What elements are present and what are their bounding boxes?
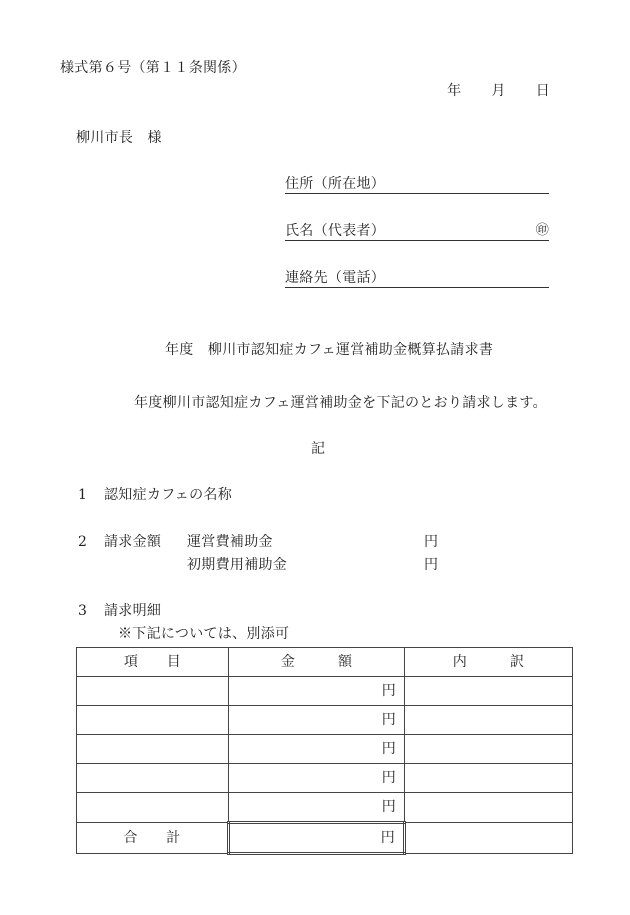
name-field: [285, 223, 549, 241]
operating-subsidy-label: 運営費補助金: [187, 534, 273, 550]
amount-cell: 円: [229, 793, 405, 823]
total-breakdown-cell: [405, 823, 573, 854]
item-cell: [77, 793, 229, 823]
amount-cell: 円: [229, 677, 405, 706]
section-2: [0, 534, 630, 550]
amount-cell: 円: [229, 706, 405, 735]
section-2-line-2: [0, 557, 630, 573]
header-item: 項 目: [77, 648, 229, 677]
total-label: 合 計: [77, 823, 229, 854]
seal-mark: ㊞: [535, 223, 549, 238]
section-1-number: 1: [78, 487, 88, 503]
table-row: [77, 735, 573, 764]
amount-cell: 円: [229, 764, 405, 793]
initial-cost-subsidy-label: 初期費用補助金: [187, 557, 288, 573]
section-1: [0, 487, 630, 503]
breakdown-cell: [405, 793, 573, 823]
date-year: 年: [447, 83, 462, 99]
date-month: 月: [491, 83, 506, 99]
breakdown-cell: [405, 764, 573, 793]
detail-table: [76, 647, 573, 855]
operating-subsidy-unit: 円: [424, 534, 439, 550]
item-cell: [77, 764, 229, 793]
addressee: 柳川市長 様: [76, 130, 162, 146]
breakdown-cell: [405, 735, 573, 764]
initial-cost-subsidy-unit: 円: [424, 557, 439, 573]
section-3-number: 3: [78, 603, 88, 619]
contact-field: [285, 270, 549, 288]
total-amount-cell: 円: [229, 823, 405, 854]
header-amount: 金 額: [229, 648, 405, 677]
form-number: 様式第６号（第１１条関係）: [60, 60, 246, 76]
item-cell: [77, 706, 229, 735]
date-line: [447, 83, 550, 99]
breakdown-cell: [405, 677, 573, 706]
header-breakdown: 内 訳: [405, 648, 573, 677]
address-field: [285, 176, 549, 194]
date-day: 日: [535, 83, 550, 99]
section-2-number: 2: [78, 534, 88, 550]
request-statement: 年度柳川市認知症カフェ運営補助金を下記のとおり請求します。: [134, 395, 547, 411]
table-row: [77, 706, 573, 735]
document-title: 年度 柳川市認知症カフェ運営補助金概算払請求書: [165, 342, 494, 358]
address-label: 住所（所在地）: [285, 176, 386, 192]
table-row: [77, 677, 573, 706]
table-row: [77, 764, 573, 793]
breakdown-cell: [405, 706, 573, 735]
table-header-row: [77, 648, 573, 677]
item-cell: [77, 677, 229, 706]
section-3-label: 請求明細: [104, 603, 162, 619]
section-1-label: 認知症カフェの名称: [104, 487, 232, 503]
contact-label: 連絡先（電話）: [285, 270, 386, 286]
section-2-label: 請求金額: [104, 534, 162, 550]
amount-cell: 円: [229, 735, 405, 764]
total-row: [77, 823, 573, 854]
section-3: [0, 603, 630, 619]
name-label: 氏名（代表者）: [285, 223, 386, 239]
item-cell: [77, 735, 229, 764]
attachment-note: ※下記については、別添可: [118, 626, 290, 642]
ki-heading: 記: [311, 441, 326, 457]
table-row: [77, 793, 573, 823]
